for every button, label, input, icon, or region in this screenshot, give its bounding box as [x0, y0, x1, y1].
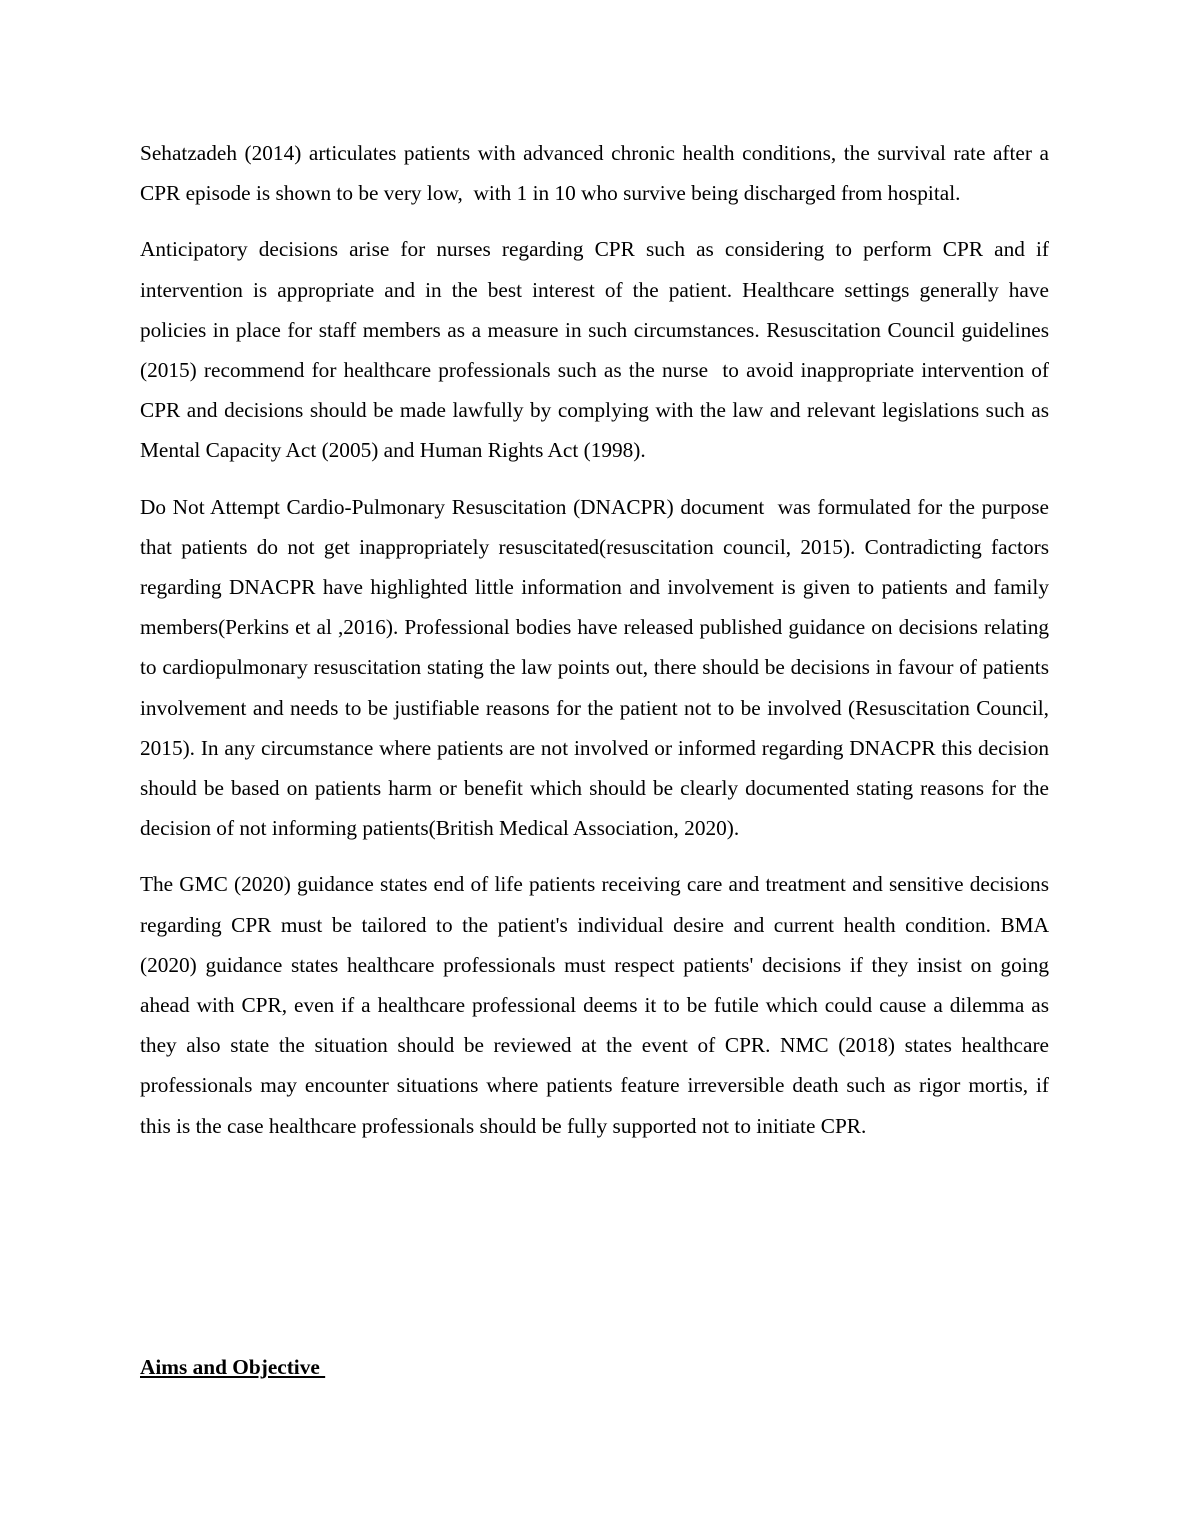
document-body [140, 133, 1055, 1162]
paragraph-gmc-guidance: The GMC (2020) guidance states end of life patients receiving care and treatment and sensitive decisions regarding CPR must be tailored to the patient's individual desire and current health condition. BMA (2020) guidance states healthcare professionals must respect patients' decisions if they insist on going ahead with CPR, even if a healthcare professional deems it to be futile which could cause a dilemma as they also state the situation should be reviewed at the event of CPR. NMC (2018) states healthcare professionals may encounter situations where patients feature irreversible death such as rigor mortis, if this is the case healthcare professionals should be fully supported not to initiate CPR. [140, 872, 1055, 1138]
paragraph-anticipatory-decisions: Anticipatory decisions arise for nurses regarding CPR such as considering to perform CPR and if intervention is appropriate and in the best interest of the patient. Healthcare settings generally have policies in place for staff members as a measure in such circumstances. Resuscitation Council guidelines (2015) recommend for healthcare professionals such as the nurse to avoid inappropriate intervention of CPR and decisions should be made lawfully by complying with the law and relevant legislations such as Mental Capacity Act (2005) and Human Rights Act (1998). [140, 237, 1055, 463]
paragraph-dnacpr: Do Not Attempt Cardio-Pulmonary Resuscitation (DNACPR) document was formulated for the purpose that patients do not get inappropriately resuscitated(resuscitation council, 2015). Contradicting factors regarding DNACPR have highlighted little information and involvement is given to patients and family members(Perkins et al ,2016). Professional bodies have released published guidance on decisions relating to cardiopulmonary resuscitation stating the law points out, there should be decisions in favour of patients involvement and needs to be justifiable reasons for the patient not to be involved (Resuscitation Council, 2015). In any circumstance where patients are not involved or informed regarding DNACPR this decision should be based on patients harm or benefit which should be clearly documented stating reasons for the decision of not informing patients(British Medical Association, 2020). [140, 494, 1055, 841]
section-heading-aims-objective: Aims and Objective [140, 1355, 326, 1379]
paragraph-survival-rate: Sehatzadeh (2014) articulates patients with advanced chronic health conditions, the survival rate after a CPR episode is shown to be very low, with 1 in 10 who survive being discharged from hospital. [140, 141, 1055, 206]
